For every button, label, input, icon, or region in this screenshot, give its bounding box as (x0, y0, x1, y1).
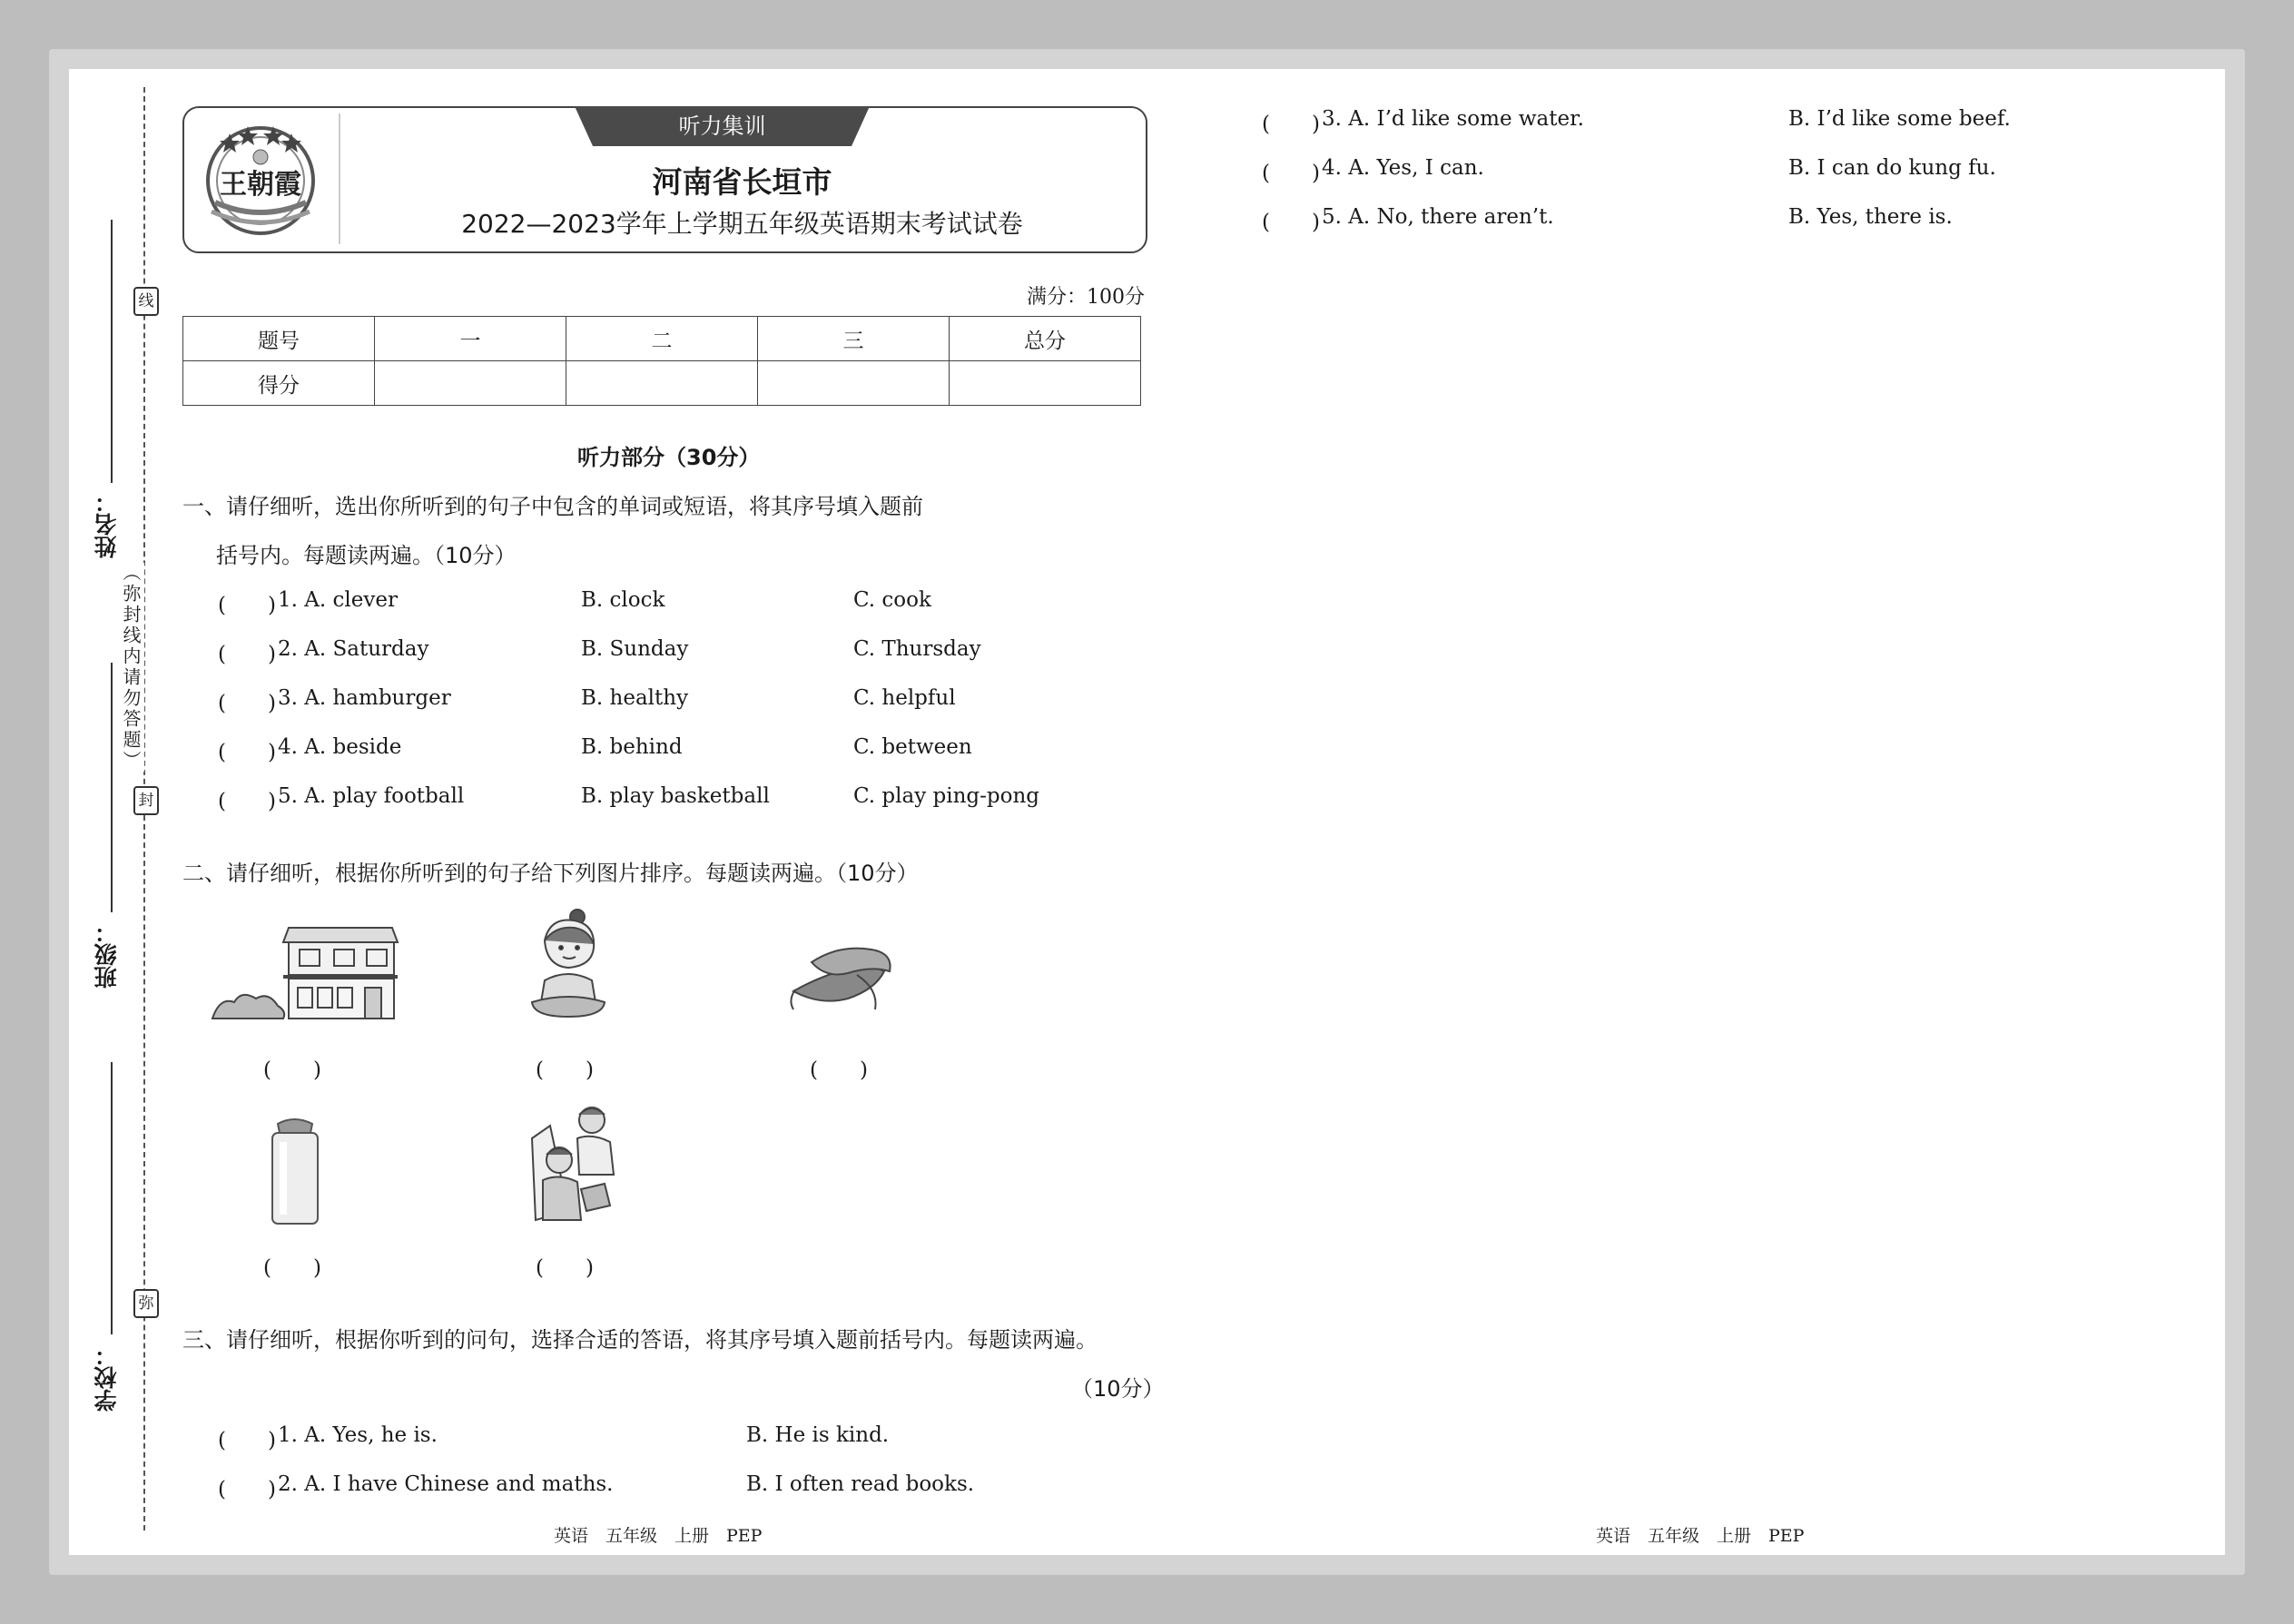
option-b: B. I can do kung fu. (1788, 156, 1996, 180)
answer-paren[interactable]: ( ) (1262, 113, 1320, 136)
option-a: 5. A. play football (278, 784, 465, 808)
publisher-logo (202, 121, 319, 237)
score-cell[interactable] (950, 361, 1141, 406)
picture-answer-paren[interactable]: ( ) (263, 1256, 321, 1280)
answer-paren[interactable]: ( ) (1262, 162, 1320, 185)
seal-notice: （弥封线内请勿答题） (118, 563, 144, 772)
class-line (111, 663, 113, 912)
option-a: 4. A. beside (278, 735, 402, 759)
school-label: 学校： (94, 1343, 120, 1412)
option-a: 1. A. clever (278, 588, 398, 612)
answer-paren[interactable]: ( ) (218, 790, 276, 813)
seal-num-mark: 弥 (133, 1289, 159, 1318)
footer-left: 英语 五年级 上册 PEP (554, 1526, 763, 1546)
part1-heading: 一、请仔细听，选出你所听到的句子中包含的单词或短语，将其序号填入题前 (182, 494, 923, 519)
class-label: 班级： (94, 920, 120, 989)
option-a: 4. A. Yes, I can. (1322, 156, 1484, 180)
full-score: 满分：100分 (1027, 286, 1145, 309)
table-cell: 得分 (183, 361, 375, 406)
option-b: B. Yes, there is. (1788, 205, 1953, 229)
listening-title: 听力部分（30分） (577, 445, 761, 470)
table-cell: 一 (375, 317, 566, 361)
part2-heading: 二、请仔细听，根据你所听到的句子给下列图片排序。每题读两遍。（10分） (182, 861, 919, 886)
table-row (183, 361, 1141, 406)
table-row (183, 317, 1141, 361)
score-cell[interactable] (758, 361, 950, 406)
option-b: B. healthy (581, 686, 689, 710)
table-cell: 题号 (183, 317, 375, 361)
bottle-picture (263, 1115, 327, 1227)
score-cell[interactable] (566, 361, 758, 406)
name-line (111, 220, 113, 483)
table-cell: 总分 (950, 317, 1141, 361)
name-label: 姓名： (94, 490, 120, 558)
option-c: C. play ping-pong (853, 784, 1039, 808)
option-a: 2. A. I have Chinese and maths. (278, 1472, 614, 1496)
logo-text: 王朝霞 (220, 169, 301, 201)
part3-heading: 三、请仔细听，根据你听到的问句，选择合适的答语，将其序号填入题前括号内。每题读两遍。 (182, 1327, 1098, 1353)
picture-answer-paren[interactable]: ( ) (810, 1058, 868, 1082)
option-b: B. behind (581, 735, 683, 759)
footer-right: 英语 五年级 上册 PEP (1596, 1526, 1805, 1546)
girl-washing-picture (514, 908, 614, 1026)
seal-seal-mark: 封 (133, 786, 159, 815)
children-picture (523, 1102, 623, 1229)
option-c: C. helpful (853, 686, 956, 710)
school-line (111, 1062, 113, 1334)
option-b: B. play basketball (581, 784, 770, 808)
option-b: B. I often read books. (746, 1472, 975, 1496)
answer-paren[interactable]: ( ) (218, 643, 276, 666)
peppers-picture (784, 935, 902, 1011)
option-a: 1. A. Yes, he is. (278, 1423, 438, 1447)
option-b: B. Sunday (581, 637, 689, 661)
option-b: B. I’d like some beef. (1788, 107, 2011, 131)
answer-paren[interactable]: ( ) (218, 741, 276, 764)
part1-heading-cont: 括号内。每题读两遍。（10分） (216, 543, 517, 568)
exam-header (182, 106, 1147, 253)
picture-answer-paren[interactable]: ( ) (263, 1058, 321, 1082)
option-c: C. between (853, 735, 972, 759)
option-b: B. He is kind. (746, 1423, 890, 1447)
answer-paren[interactable]: ( ) (218, 692, 276, 715)
option-a: 5. A. No, there aren’t. (1322, 205, 1554, 229)
answer-paren[interactable]: ( ) (1262, 211, 1320, 234)
option-c: C. cook (853, 588, 931, 612)
answer-paren[interactable]: ( ) (218, 594, 276, 617)
house-picture (211, 924, 401, 1024)
option-c: C. Thursday (853, 637, 981, 661)
table-cell: 二 (566, 317, 758, 361)
option-a: 2. A. Saturday (278, 637, 429, 661)
answer-paren[interactable]: ( ) (218, 1429, 276, 1452)
header-tab-label: 听力集训 (678, 113, 766, 139)
exam-subtitle: 2022—2023学年上学期五年级英语期末考试试卷 (461, 209, 1023, 239)
picture-answer-paren[interactable]: ( ) (536, 1256, 594, 1280)
seal-line-mark: 线 (133, 287, 159, 316)
part3-score: （10分） (1071, 1376, 1165, 1402)
picture-answer-paren[interactable]: ( ) (536, 1058, 594, 1082)
score-cell[interactable] (375, 361, 566, 406)
option-a: 3. A. hamburger (278, 686, 451, 710)
option-a: 3. A. I’d like some water. (1322, 107, 1584, 131)
answer-paren[interactable]: ( ) (218, 1478, 276, 1501)
exam-region-title: 河南省长垣市 (652, 164, 832, 200)
option-b: B. clock (581, 588, 665, 612)
score-table (182, 316, 1141, 406)
table-cell: 三 (758, 317, 950, 361)
